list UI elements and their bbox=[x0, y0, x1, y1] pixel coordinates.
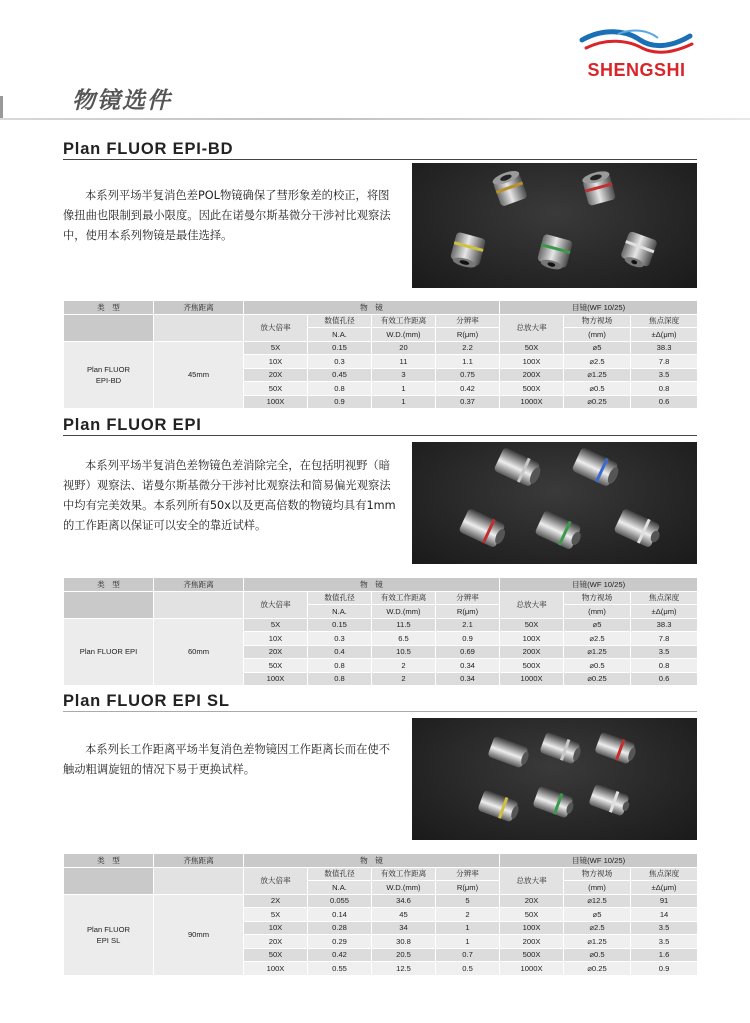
table-cell: 3.5 bbox=[631, 935, 698, 949]
table-cell: 500X bbox=[500, 659, 564, 673]
table-cell: 5X bbox=[244, 618, 308, 632]
table-header-cell: 目镜(WF 10/25) bbox=[500, 578, 698, 592]
table-cell: 20X bbox=[244, 645, 308, 659]
table-row bbox=[64, 894, 698, 908]
table-cell: 0.8 bbox=[308, 659, 372, 673]
table-cell: 1 bbox=[436, 921, 500, 935]
table-header-cell: 有效工作距离 bbox=[372, 867, 436, 881]
table-header-cell: 物 镜 bbox=[244, 301, 500, 315]
table-cell: 2 bbox=[372, 659, 436, 673]
table-header-cell: 焦点深度 bbox=[631, 867, 698, 881]
table-cell: 2X bbox=[244, 894, 308, 908]
section-title-epi: Plan FLUOR EPI bbox=[63, 416, 202, 434]
section-description: 本系列平场半复消色差POL物镜确保了彗形象差的校正，将图像扭曲也限制到最小限度。因此在诺曼尔斯基微分干涉衬比观察法中，使用本系列物镜是最佳选择。 bbox=[63, 189, 391, 242]
table-cell: 7.8 bbox=[631, 632, 698, 646]
table-cell: 0.75 bbox=[436, 368, 500, 382]
table-cell: 0.37 bbox=[436, 395, 500, 409]
table-cell: ⌀2.5 bbox=[564, 921, 631, 935]
table-cell: 20X bbox=[244, 368, 308, 382]
table-cell: 3.5 bbox=[631, 921, 698, 935]
table-header-cell: N.A. bbox=[308, 328, 372, 342]
table-cell: 5X bbox=[244, 908, 308, 922]
table-cell: 1000X bbox=[500, 672, 564, 686]
table-cell: 38.3 bbox=[631, 618, 698, 632]
table-cell: 20.5 bbox=[372, 948, 436, 962]
page-title: 物镜选件 bbox=[72, 88, 172, 114]
table-cell: ⌀0.5 bbox=[564, 948, 631, 962]
table-cell: 1 bbox=[372, 395, 436, 409]
table-cell: ⌀0.5 bbox=[564, 382, 631, 396]
table-cell: 0.8 bbox=[631, 382, 698, 396]
table-header-cell: 物方视场 bbox=[564, 867, 631, 881]
table-cell: 1.1 bbox=[436, 355, 500, 369]
table-header-cell: 分辨率 bbox=[436, 314, 500, 328]
table-cell: 20 bbox=[372, 341, 436, 355]
table-cell: 91 bbox=[631, 894, 698, 908]
spec-table-epi-bd bbox=[63, 300, 698, 409]
table-cell: 100X bbox=[500, 921, 564, 935]
type-cell: Plan FLUOR EPI bbox=[64, 618, 154, 686]
table-header-cell bbox=[154, 314, 244, 341]
table-cell: 20X bbox=[500, 894, 564, 908]
table-cell: 20X bbox=[244, 935, 308, 949]
table-cell: 10.5 bbox=[372, 645, 436, 659]
table-cell: ⌀0.5 bbox=[564, 659, 631, 673]
table-header-cell: ±Δ(μm) bbox=[631, 605, 698, 619]
spec-table-epi-sl bbox=[63, 853, 698, 976]
table-cell: 2 bbox=[372, 672, 436, 686]
table-cell: 10X bbox=[244, 632, 308, 646]
table-cell: 200X bbox=[500, 935, 564, 949]
table-cell: 100X bbox=[244, 672, 308, 686]
table-cell: 11 bbox=[372, 355, 436, 369]
table-cell: 0.3 bbox=[308, 355, 372, 369]
wave-logo-icon bbox=[578, 26, 696, 58]
type-cell: Plan FLUOR EPI-BD bbox=[64, 341, 154, 409]
table-header-cell: 焦点深度 bbox=[631, 591, 698, 605]
table-cell: 100X bbox=[500, 355, 564, 369]
table-header-cell: N.A. bbox=[308, 605, 372, 619]
table-row bbox=[64, 341, 698, 355]
table-cell: 0.9 bbox=[631, 962, 698, 976]
table-cell: 30.8 bbox=[372, 935, 436, 949]
table-cell: 34.6 bbox=[372, 894, 436, 908]
table-cell: ⌀5 bbox=[564, 618, 631, 632]
table-header-cell bbox=[64, 591, 154, 618]
table-cell: ⌀1.25 bbox=[564, 645, 631, 659]
table-cell: 0.055 bbox=[308, 894, 372, 908]
table-header-cell: 分辨率 bbox=[436, 867, 500, 881]
table-cell: 50X bbox=[244, 948, 308, 962]
table-header-cell: 焦点深度 bbox=[631, 314, 698, 328]
table-cell: 6.5 bbox=[372, 632, 436, 646]
table-header-cell: 总放大率 bbox=[500, 591, 564, 618]
table-cell: ⌀0.25 bbox=[564, 962, 631, 976]
section-divider bbox=[63, 711, 697, 712]
table-header-cell: 齐焦距离 bbox=[154, 854, 244, 868]
table-header-cell: W.D.(mm) bbox=[372, 881, 436, 895]
table-cell: 100X bbox=[500, 632, 564, 646]
table-header-cell: 类 型 bbox=[64, 854, 154, 868]
type-cell: Plan FLUOR EPI SL bbox=[64, 894, 154, 975]
objective-lens-photo bbox=[412, 718, 697, 840]
table-cell: 10X bbox=[244, 355, 308, 369]
table-cell: 0.9 bbox=[308, 395, 372, 409]
table-cell: 0.7 bbox=[436, 948, 500, 962]
title-divider bbox=[0, 118, 750, 120]
table-cell: 0.8 bbox=[308, 672, 372, 686]
lens-product-image bbox=[412, 718, 697, 840]
table-cell: 50X bbox=[500, 341, 564, 355]
table-header-cell: 物方视场 bbox=[564, 591, 631, 605]
lens-product-image bbox=[412, 163, 697, 288]
table-header-cell: 数值孔径 bbox=[308, 314, 372, 328]
table-cell: ⌀1.25 bbox=[564, 935, 631, 949]
table-cell: 0.69 bbox=[436, 645, 500, 659]
table-header-cell: 分辨率 bbox=[436, 591, 500, 605]
table-row bbox=[64, 618, 698, 632]
table-header-cell: R(μm) bbox=[436, 328, 500, 342]
table-cell: ⌀2.5 bbox=[564, 355, 631, 369]
section-title-epi-sl: Plan FLUOR EPI SL bbox=[63, 692, 230, 710]
table-header-cell: N.A. bbox=[308, 881, 372, 895]
table-header-cell bbox=[64, 867, 154, 894]
table-cell: ⌀12.5 bbox=[564, 894, 631, 908]
spec-table-epi bbox=[63, 577, 698, 686]
table-cell: 0.6 bbox=[631, 672, 698, 686]
table-cell: 100X bbox=[244, 962, 308, 976]
table-cell: 1.6 bbox=[631, 948, 698, 962]
section-description: 本系列平场半复消色差物镜色差消除完全，在包括明视野（暗视野）观察法、诺曼尔斯基微分干涉衬比观察法和简易偏光观察法中均有完美效果。本系列所有50x以及更高倍数的物镜均具有1mm的工作距离以保证可以安全的靠近试样。 bbox=[63, 459, 396, 532]
table-header-cell: ±Δ(μm) bbox=[631, 328, 698, 342]
table-cell: 2.2 bbox=[436, 341, 500, 355]
table-cell: 500X bbox=[500, 948, 564, 962]
brand-logo bbox=[574, 26, 699, 86]
lens-product-image bbox=[412, 442, 697, 564]
table-cell: ⌀0.25 bbox=[564, 672, 631, 686]
table-cell: 1000X bbox=[500, 395, 564, 409]
table-header-cell: 放大倍率 bbox=[244, 867, 308, 894]
table-cell: 11.5 bbox=[372, 618, 436, 632]
table-cell: 0.15 bbox=[308, 618, 372, 632]
table-cell: 5X bbox=[244, 341, 308, 355]
table-cell: ⌀5 bbox=[564, 341, 631, 355]
table-cell: 2 bbox=[436, 908, 500, 922]
table-cell: 1 bbox=[436, 935, 500, 949]
table-cell: 1 bbox=[372, 382, 436, 396]
section-title-epi-bd: Plan FLUOR EPI-BD bbox=[63, 140, 234, 158]
table-cell: 14 bbox=[631, 908, 698, 922]
table-header-cell: (mm) bbox=[564, 605, 631, 619]
table-header-cell: 放大倍率 bbox=[244, 314, 308, 341]
table-header-cell: 齐焦距离 bbox=[154, 578, 244, 592]
brand-name: SHENGSHI bbox=[587, 60, 686, 80]
objective-lens-photo bbox=[412, 442, 697, 564]
table-cell: 50X bbox=[500, 618, 564, 632]
table-header-cell: 放大倍率 bbox=[244, 591, 308, 618]
table-cell: 1000X bbox=[500, 962, 564, 976]
table-header-cell: W.D.(mm) bbox=[372, 328, 436, 342]
section-description: 本系列长工作距离平场半复消色差物镜因工作距离长而在使不触动粗调旋钮的情况下易于更换试样。 bbox=[63, 743, 391, 776]
table-cell: 12.5 bbox=[372, 962, 436, 976]
table-cell: 10X bbox=[244, 921, 308, 935]
table-cell: 7.8 bbox=[631, 355, 698, 369]
table-cell: 50X bbox=[244, 659, 308, 673]
table-cell: 500X bbox=[500, 382, 564, 396]
table-cell: 0.34 bbox=[436, 672, 500, 686]
section-divider bbox=[63, 435, 697, 436]
table-cell: ⌀5 bbox=[564, 908, 631, 922]
table-cell: 45mm bbox=[154, 341, 244, 409]
table-cell: 0.42 bbox=[436, 382, 500, 396]
table-header-cell: W.D.(mm) bbox=[372, 605, 436, 619]
table-cell: 0.42 bbox=[308, 948, 372, 962]
table-cell: 5 bbox=[436, 894, 500, 908]
table-header-cell: 目镜(WF 10/25) bbox=[500, 301, 698, 315]
table-header-cell: (mm) bbox=[564, 328, 631, 342]
table-header-cell: 有效工作距离 bbox=[372, 591, 436, 605]
table-cell: 0.8 bbox=[631, 659, 698, 673]
table-cell: 0.9 bbox=[436, 632, 500, 646]
table-cell: 60mm bbox=[154, 618, 244, 686]
table-cell: ⌀0.25 bbox=[564, 395, 631, 409]
table-header-cell: R(μm) bbox=[436, 605, 500, 619]
table-cell: 3.5 bbox=[631, 645, 698, 659]
table-header-cell: 类 型 bbox=[64, 578, 154, 592]
table-cell: 0.4 bbox=[308, 645, 372, 659]
table-cell: 3.5 bbox=[631, 368, 698, 382]
table-header-cell: ±Δ(μm) bbox=[631, 881, 698, 895]
table-header-cell bbox=[154, 591, 244, 618]
table-header-cell: R(μm) bbox=[436, 881, 500, 895]
table-header-cell: 目镜(WF 10/25) bbox=[500, 854, 698, 868]
table-header-cell bbox=[64, 314, 154, 341]
table-cell: 200X bbox=[500, 368, 564, 382]
table-cell: 0.6 bbox=[631, 395, 698, 409]
table-cell: 0.14 bbox=[308, 908, 372, 922]
table-header-cell bbox=[154, 867, 244, 894]
table-cell: 0.29 bbox=[308, 935, 372, 949]
section-divider bbox=[63, 159, 697, 160]
table-cell: 0.8 bbox=[308, 382, 372, 396]
table-cell: 2.1 bbox=[436, 618, 500, 632]
table-cell: 200X bbox=[500, 645, 564, 659]
table-cell: 3 bbox=[372, 368, 436, 382]
table-header-cell: 数值孔径 bbox=[308, 867, 372, 881]
table-cell: 38.3 bbox=[631, 341, 698, 355]
table-header-cell: 有效工作距离 bbox=[372, 314, 436, 328]
table-cell: 0.55 bbox=[308, 962, 372, 976]
table-header-cell: 物 镜 bbox=[244, 854, 500, 868]
table-header-cell: 齐焦距离 bbox=[154, 301, 244, 315]
objective-lens-photo bbox=[412, 163, 697, 288]
table-cell: 34 bbox=[372, 921, 436, 935]
table-cell: 0.34 bbox=[436, 659, 500, 673]
table-cell: 0.15 bbox=[308, 341, 372, 355]
table-cell: 90mm bbox=[154, 894, 244, 975]
table-header-cell: 类 型 bbox=[64, 301, 154, 315]
table-header-cell: 数值孔径 bbox=[308, 591, 372, 605]
table-cell: 0.28 bbox=[308, 921, 372, 935]
table-header-cell: (mm) bbox=[564, 881, 631, 895]
side-marker bbox=[0, 96, 3, 118]
table-header-cell: 物方视场 bbox=[564, 314, 631, 328]
table-cell: 50X bbox=[244, 382, 308, 396]
table-header-cell: 物 镜 bbox=[244, 578, 500, 592]
table-cell: 45 bbox=[372, 908, 436, 922]
table-cell: 100X bbox=[244, 395, 308, 409]
table-cell: ⌀1.25 bbox=[564, 368, 631, 382]
table-cell: 0.45 bbox=[308, 368, 372, 382]
table-cell: 0.5 bbox=[436, 962, 500, 976]
table-cell: 50X bbox=[500, 908, 564, 922]
table-header-cell: 总放大率 bbox=[500, 314, 564, 341]
table-cell: ⌀2.5 bbox=[564, 632, 631, 646]
table-cell: 0.3 bbox=[308, 632, 372, 646]
table-header-cell: 总放大率 bbox=[500, 867, 564, 894]
